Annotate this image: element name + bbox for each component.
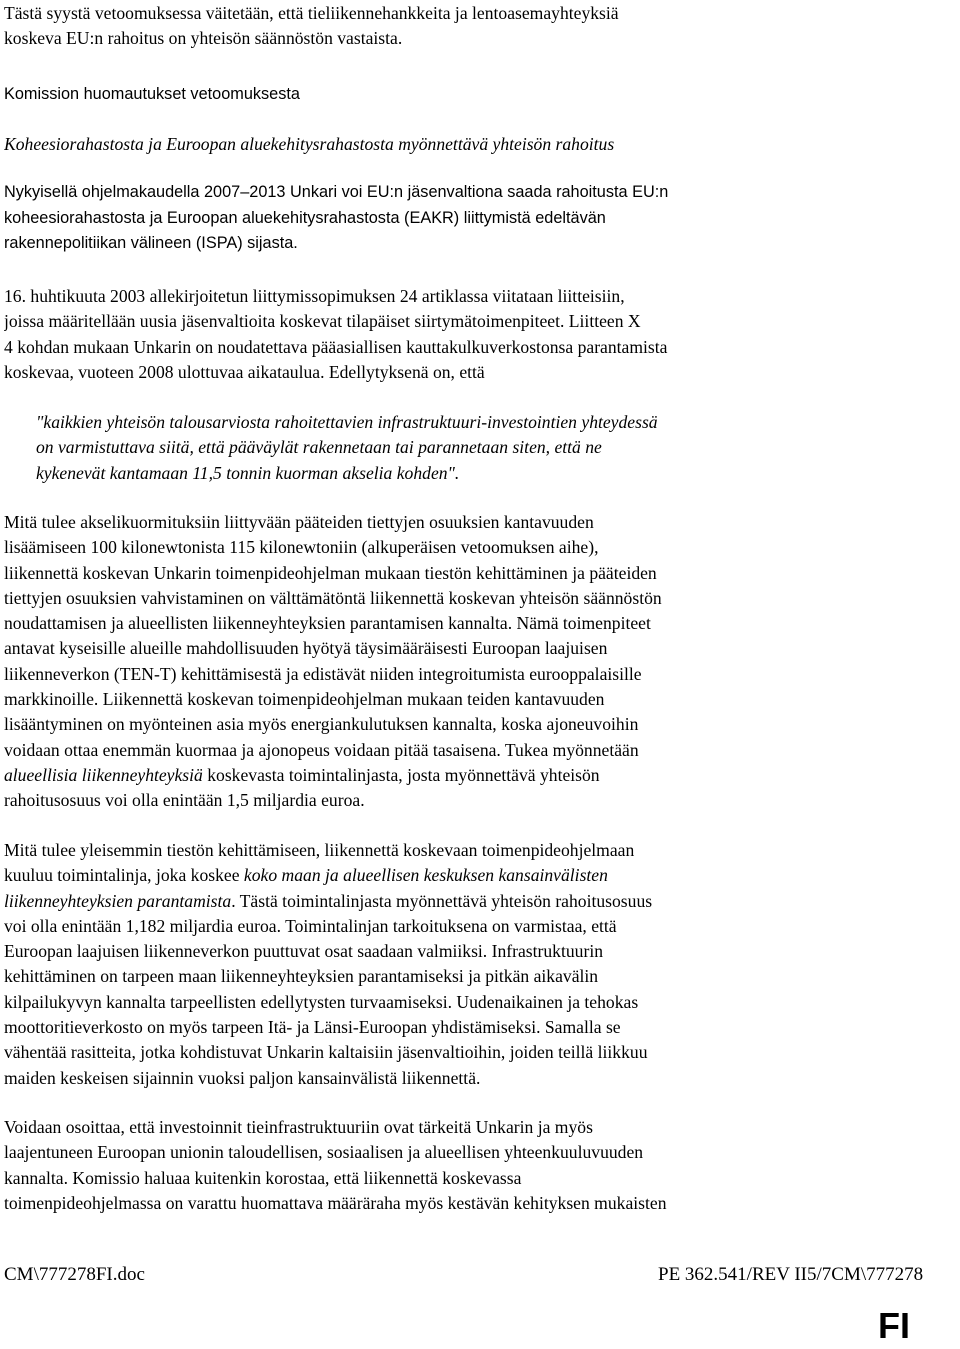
- text-line: koskevaa, vuoteen 2008 ulottuvaa aikataulua. Edellytyksenä on, että: [4, 361, 485, 382]
- funding-paragraph: [4, 180, 944, 257]
- text-line: antavat kyseisille alueille mahdollisuuden hyötyä täysimääräisesti Euroopan laajuisen: [4, 638, 608, 659]
- text-line: koheesiorahastosta ja Euroopan aluekehitysrahastosta (EAKR) liittymistä edeltävän: [4, 208, 606, 227]
- heading-text: Komission huomautukset vetoomuksesta: [4, 85, 300, 103]
- text-line: vähentää rasitteita, jotka kohdistuvat Unkarin kaltaisiin jäsenvaltioihin, joiden teillä liikkuu: [4, 1042, 648, 1063]
- quote-line: kykenevät kantamaan 11,5 tonnin kuorman akselia kohden".: [36, 462, 460, 483]
- text-line: Mitä tulee yleisemmin tiestön kehittämiseen, liikennettä koskevaan toimenpideohjelmaan: [4, 840, 635, 860]
- italic-phrase: alueellisia liikenneyhteyksiä: [4, 764, 203, 785]
- italic-phrase: liikenneyhteyksien parantamista: [4, 890, 232, 911]
- text-line: koskeva EU:n rahoitus on yhteisön säännöstön vastaista.: [4, 28, 403, 49]
- text-line: noudattamisen ja alueellisten liikenneyhteyksien parantamisen kannalta. Nämä toimenpiteet: [4, 613, 651, 634]
- text-line: 16. huhtikuuta 2003 allekirjoitetun liittymissopimuksen 24 artiklassa viitataan liitteisiin,: [4, 286, 625, 306]
- text-line: rakennepolitiikan välineen (ISPA) sijasta.: [4, 234, 298, 252]
- text-line: liikennettä koskevan Unkarin toimenpideohjelman mukaan tiestön kehittäminen ja pääteiden: [4, 562, 657, 583]
- text-line: voi olla enintään 1,182 miljardia euroa. Toimintalinjan tarkoituksena on varmistaa, että: [4, 915, 617, 936]
- text-line: maiden keskeisen sijainnin vuoksi paljon kansainvälistä liikennettä.: [4, 1067, 481, 1088]
- quote-line: "kaikkien yhteisön talousarviosta rahoitettavien infrastruktuuri-investointien yhteydessä: [36, 412, 658, 432]
- text-line: moottoritieverkosto on myös tarpeen Itä- ja Länsi-Euroopan yhdistämiseksi. Samalla se: [4, 1017, 621, 1038]
- text-line: tiettyjen osuuksien vahvistaminen on välttämätöntä liikennettä koskevan yhteisön säännöstön: [4, 587, 662, 608]
- section-heading: [4, 82, 944, 108]
- italic-phrase: koko maan ja alueellisen keskuksen kansainvälisten: [243, 865, 608, 886]
- text-line: Nykyisellä ohjelmakaudella 2007–2013 Unkari voi EU:n jäsenvaltiona saada rahoitusta EU:n: [4, 183, 669, 201]
- text-line: [4, 863, 944, 888]
- text-line: rahoitusosuus voi olla enintään 1,5 miljardia euroa.: [4, 790, 365, 811]
- text-line: liikenneverkon (TEN-T) kehittämisestä ja edistävät niiden integroitumista eurooppalaisille: [4, 663, 642, 684]
- text-fragment: kuuluu toimintalinja, joka koskee: [4, 865, 244, 886]
- text-line: lisäämiseen 100 kilonewtonista 115 kilonewtoniin (alkuperäisen vetoomuksen aihe),: [4, 537, 599, 558]
- heading-text: Koheesiorahastosta ja Euroopan aluekehitysrahastosta myönnettävä yhteisön rahoitus: [4, 134, 615, 154]
- text-line: kehittäminen on tarpeen maan liikenneyhteyksien parantamiseksi ja pitkän aikavälin: [4, 966, 599, 987]
- text-line: voidaan ottaa enemmän kuormaa ja ajonopeus voidaan pitää tasaisena. Tukea myönnetään: [4, 739, 639, 760]
- text-line: lisääntyminen on myönteinen asia myös energiankulutuksen kannalta, koska ajoneuvoihin: [4, 714, 639, 735]
- investment-paragraph: [4, 1115, 944, 1216]
- axle-load-paragraph: [4, 510, 944, 814]
- text-line: Mitä tulee akselikuormituksiin liittyvään pääteiden tiettyjen osuuksien kantavuuden: [4, 512, 594, 532]
- subsection-heading: [4, 132, 944, 157]
- text-line: toimenpideohjelmassa on varattu huomattava määräraha myös kestävän kehityksen mukaisten: [4, 1192, 667, 1213]
- language-code: FI: [878, 1305, 910, 1346]
- text-line: [4, 889, 944, 914]
- text-fragment: koskevasta toimintalinjasta, josta myönnettävä yhteisön: [202, 764, 600, 785]
- text-line: markkinoille. Liikennettä koskevan toimenpideohjelman mukaan teiden kantavuuden: [4, 689, 605, 710]
- road-development-paragraph: [4, 838, 944, 1091]
- footer-document-reference: CM\777278FI.doc: [4, 1264, 145, 1285]
- block-quote: [36, 410, 936, 486]
- quote-line: on varmistuttava siitä, että pääväylät rakennetaan tai parannetaan siten, että ne: [36, 437, 602, 458]
- accession-treaty-paragraph: [4, 284, 944, 385]
- text-fragment: . Tästä toimintalinjasta myönnettävä yhteisön rahoitusosuus: [231, 890, 653, 911]
- footer-page-reference: PE 362.541/REV II5/7CM\777278: [658, 1264, 924, 1285]
- text-line: kilpailukyvyn kannalta tarpeellisten edellytysten turvaamiseksi. Uudenaikainen ja tehokas: [4, 991, 639, 1012]
- text-line: laajentuneen Euroopan unionin taloudellisen, sosiaalisen ja alueellisen yhteenkuuluvuuden: [4, 1142, 644, 1163]
- text-line: [4, 763, 944, 788]
- text-line: kannalta. Komissio haluaa kuitenkin korostaa, että liikennettä koskevassa: [4, 1167, 522, 1188]
- text-line: 4 kohdan mukaan Unkarin on noudatettava pääasiallisen kauttakulkuverkostonsa parantamista: [4, 336, 668, 357]
- text-line: Tästä syystä vetoomuksessa väitetään, että tieliikennehankkeita ja lentoasemayhteyksiä: [4, 3, 619, 23]
- text-line: Euroopan laajuisen liikenneverkon puuttuvat osat saadaan valmiiksi. Infrastruktuurin: [4, 941, 604, 962]
- text-line: Voidaan osoittaa, että investoinnit tieinfrastruktuuriin ovat tärkeitä Unkarin ja myös: [4, 1117, 593, 1137]
- intro-paragraph: [4, 1, 944, 52]
- text-line: joissa määritellään uusia jäsenvaltioita koskevat tilapäiset siirtymätoimenpiteet. Liitteen X: [4, 311, 641, 332]
